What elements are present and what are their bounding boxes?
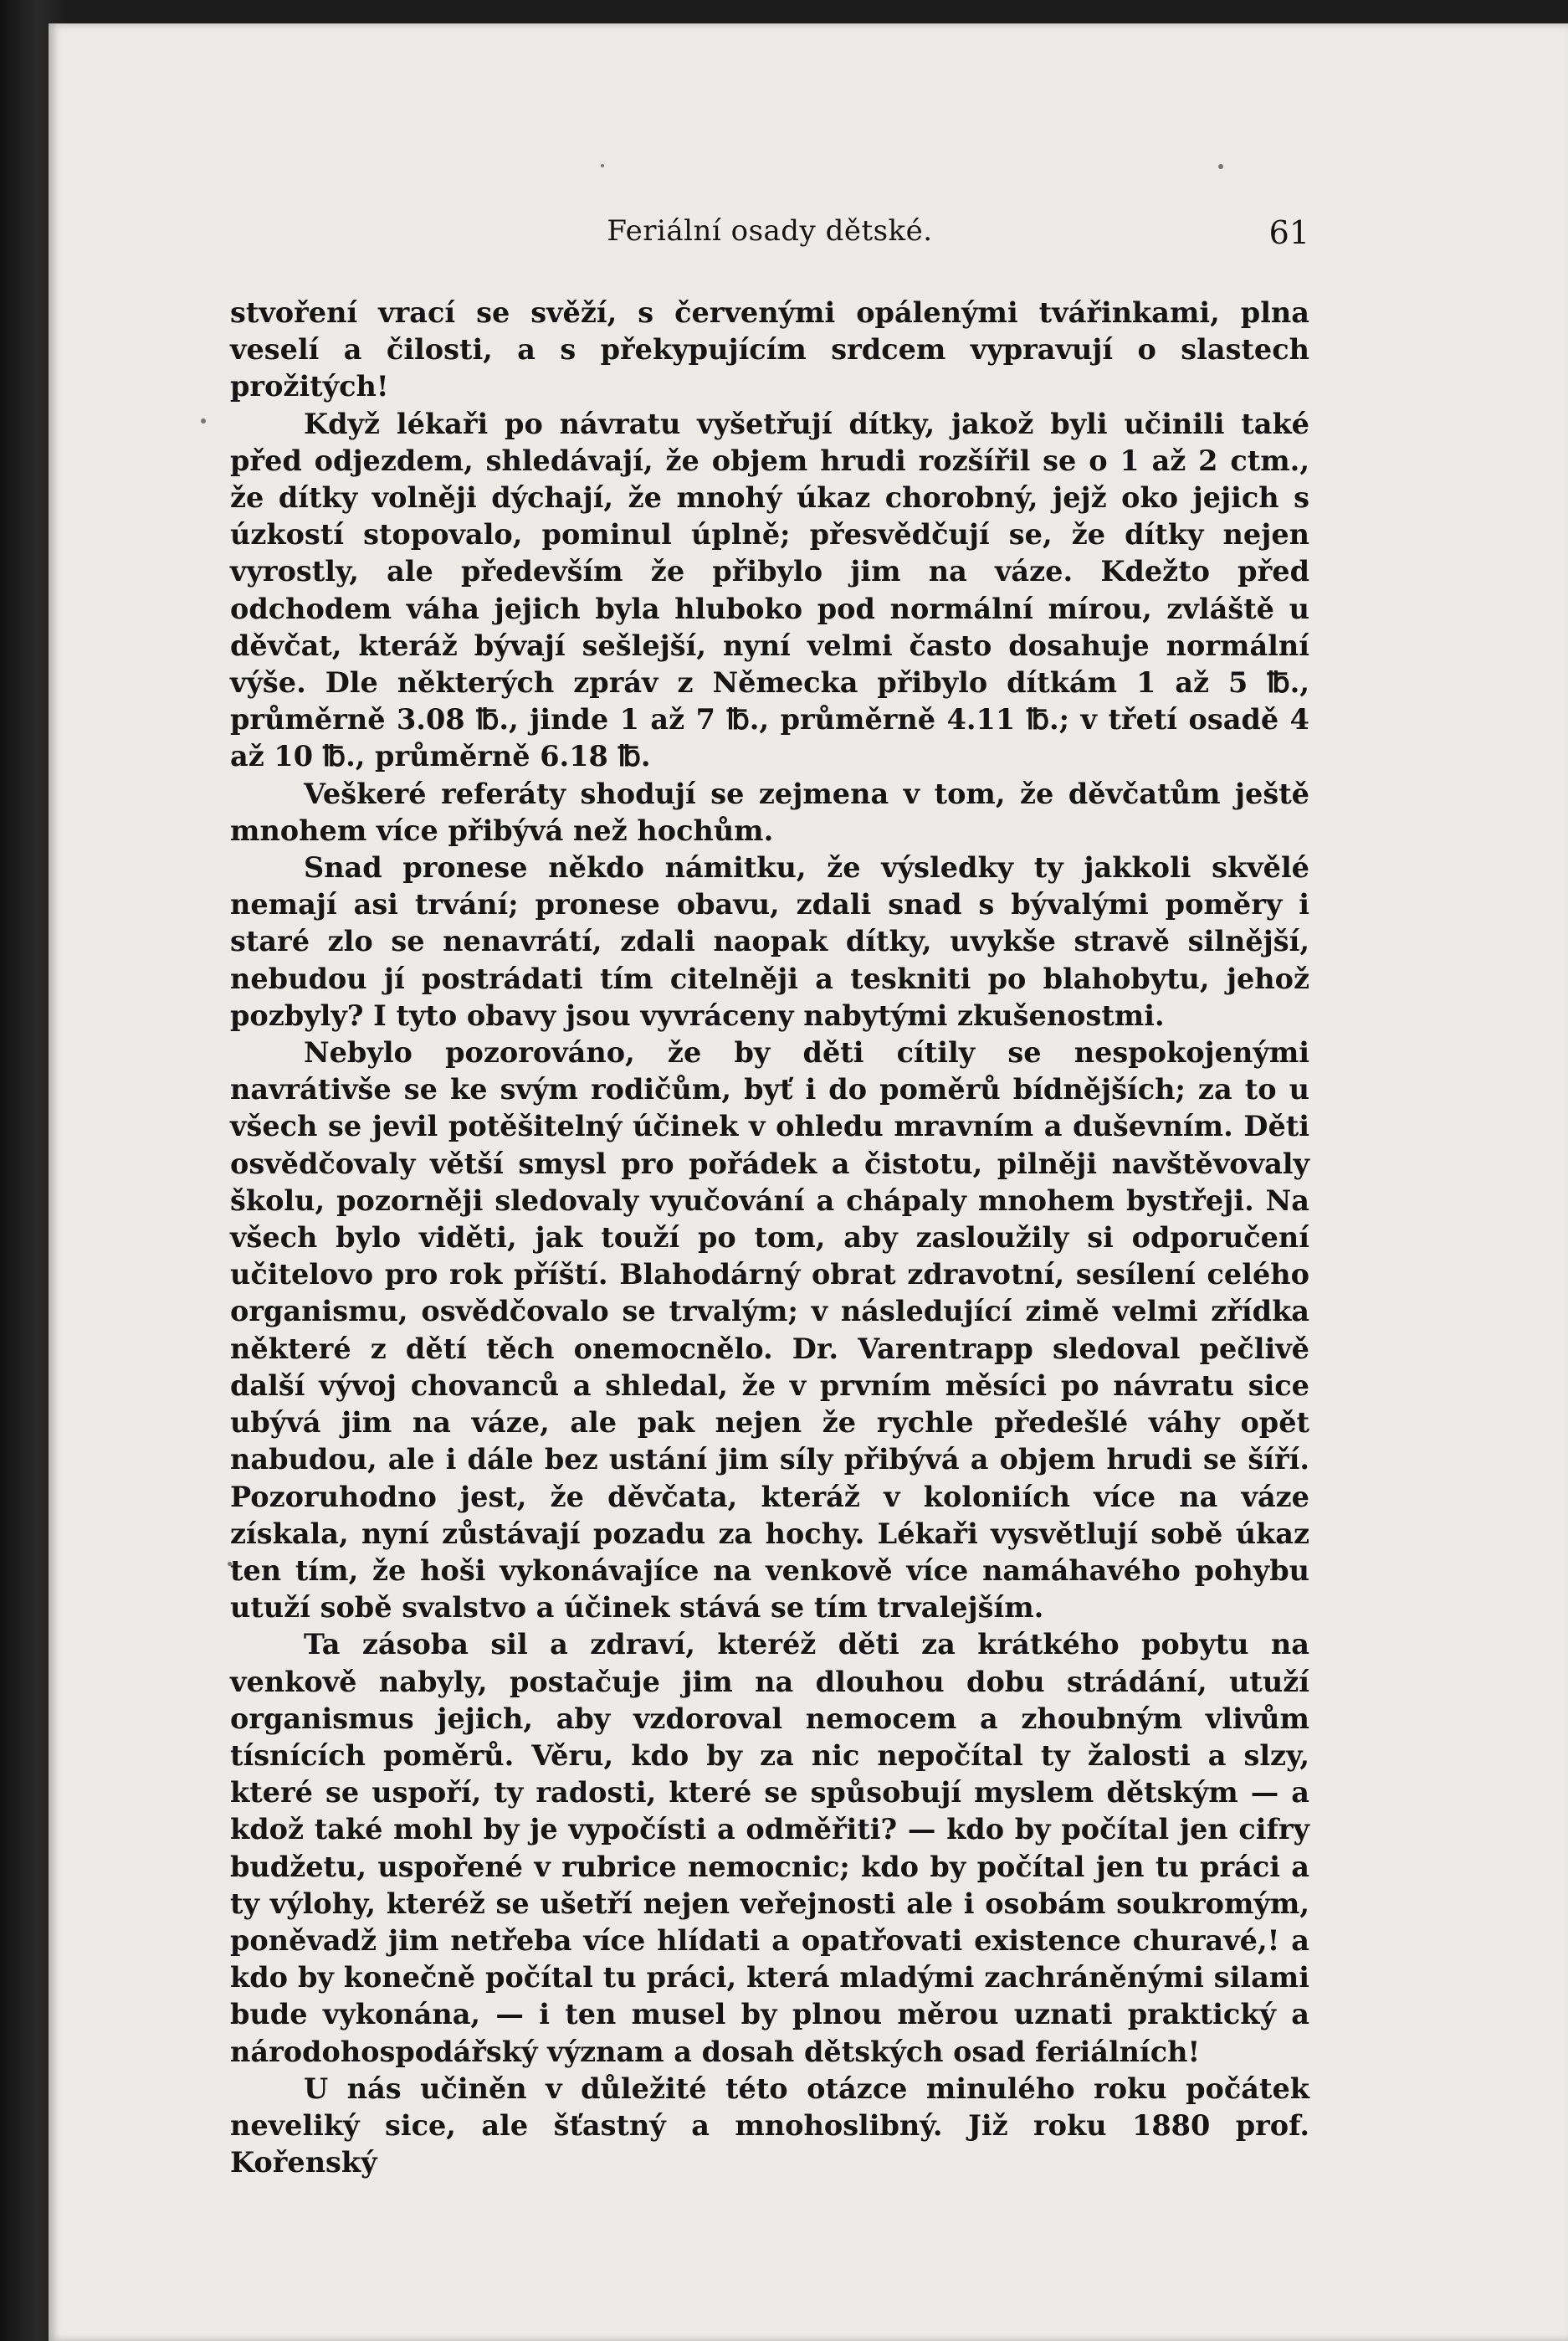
- paragraph: U nás učiněn v důležité této otázce minulého roku počátek neveliký sice, ale šťastný a mnohoslibný. Již roku 1880 prof. Kořenský: [230, 2071, 1309, 2179]
- scan-speck: [601, 164, 604, 167]
- body-text: [230, 295, 1309, 2181]
- page-number: 61: [1268, 214, 1309, 251]
- paragraph: Když lékaři po návratu vyšetřují dítky, jakož byli učinili také před odjezdem, shledávají, že objem hrudi rozšířil se o 1 až 2 ctm., že dítky volněji dýchají, že mnohý úkaz chorobný, jejž oko jejich s úzkostí stopovalo, pominul úplně; přesvědčují se, že dítky nejen vyrostly, ale především že přibylo jim na váze. Kdežto před odchodem váha jejich byla hluboko pod normální mírou, zvláště u děvčat, kteráž bývají sešlejší, nyní velmi často dosahuje normální výše. Dle některých zpráv z Německa přibylo dítkám 1 až 5 ℔., průměrně 3.08 ℔., jinde 1 až 7 ℔., průměrně 4.11 ℔.; v třetí osadě 4 až 10 ℔., průměrně 6.18 ℔.: [230, 407, 1309, 773]
- scan-speck: [201, 418, 206, 424]
- paragraph: Ta zásoba sil a zdraví, kteréž děti za krátkého pobytu na venkově nabyly, postačuje jim na dlouhou dobu strádání, utuží organismus jejich, aby vzdoroval nemocem a zhoubným vlivům tísnících poměrů. Věru, kdo by za nic nepočítal ty žalosti a slzy, které se uspoří, ty radosti, které se spůsobují myslem dětským — a kdož také mohl by je vypočísti a odměřiti? — kdo by počítal jen cifry budžetu, uspořené v rubrice nemocnic; kdo by počítal jen tu práci a ty výlohy, kteréž se ušetří nejen veřejnosti ale i osobám soukromým, poněvadž jim netřeba více hlídati a opatřovati existence churavé,! a kdo by konečně počítal tu práci, která mladými zachráněnými silami bude vykonána, — i ten musel by plnou měrou uznati praktický a národohospodářský význam a dosah dětských osad feriálních!: [230, 1628, 1309, 2068]
- paragraph: Veškeré referáty shodují se zejmena v tom, že děvčatům ještě mnohem více přibývá než hochům.: [230, 777, 1309, 847]
- page-header: [230, 214, 1309, 256]
- paragraph: stvoření vrací se svěží, s červenými opálenými tvářinkami, plna veselí a čilosti, a s překypujícím srdcem vypravují o slastech prožitých!: [230, 296, 1309, 403]
- paragraph: Nebylo pozorováno, že by děti cítily se nespokojenými navrátivše se ke svým rodičům, byť i do poměrů bídnějších; za to u všech se jevil potěšitelný účinek v ohledu mravním a duševním. Děti osvědčovaly větší smysl pro pořádek a čistotu, pilněji navštěvovaly školu, pozorněji sledovaly vyučování a chápaly mnohem bystřeji. Na všech bylo viděti, jak touží po tom, aby zasloužily si odporučení učitelovo pro rok příští. Blahodárný obrat zdravotní, sesílení celého organismu, osvědčovalo se trvalým; v následující zimě velmi zřídka některé z dětí těch onemocnělo. Dr. Varentrapp sledoval pečlivě další vývoj chovanců a shledal, že v prvním měsíci po návratu sice ubývá jim na váze, ale pak nejen že rychle předešlé váhy opět nabudou, ale i dále bez ustání jim síly přibývá a objem hrudi se šíří. Pozoruhodno jest, že děvčata, kteráž v koloniích více na váze získala, nyní zůstávají pozadu za hochy. Lékaři vysvětlují sobě úkaz ten tím, že hoši vykonávajíce na venkově více namáhavého pohybu utuží sobě svalstvo a účinek stává se tím trvalejším.: [230, 1036, 1309, 1625]
- paragraph: Snad pronese někdo námitku, že výsledky ty jakkoli skvělé nemají asi trvání; pronese obavu, zdali snad s bývalými poměry i staré zlo se nenavrátí, zdali naopak dítky, uvykše stravě silnější, nebudou jí postrádati tím citelněji a teskniti po blahobytu, jehož pozbyly? I tyto obavy jsou vyvráceny nabytými zkušenostmi.: [230, 851, 1309, 1032]
- running-title: Feriální osady dětské.: [607, 214, 933, 248]
- scan-speck: [1218, 164, 1223, 169]
